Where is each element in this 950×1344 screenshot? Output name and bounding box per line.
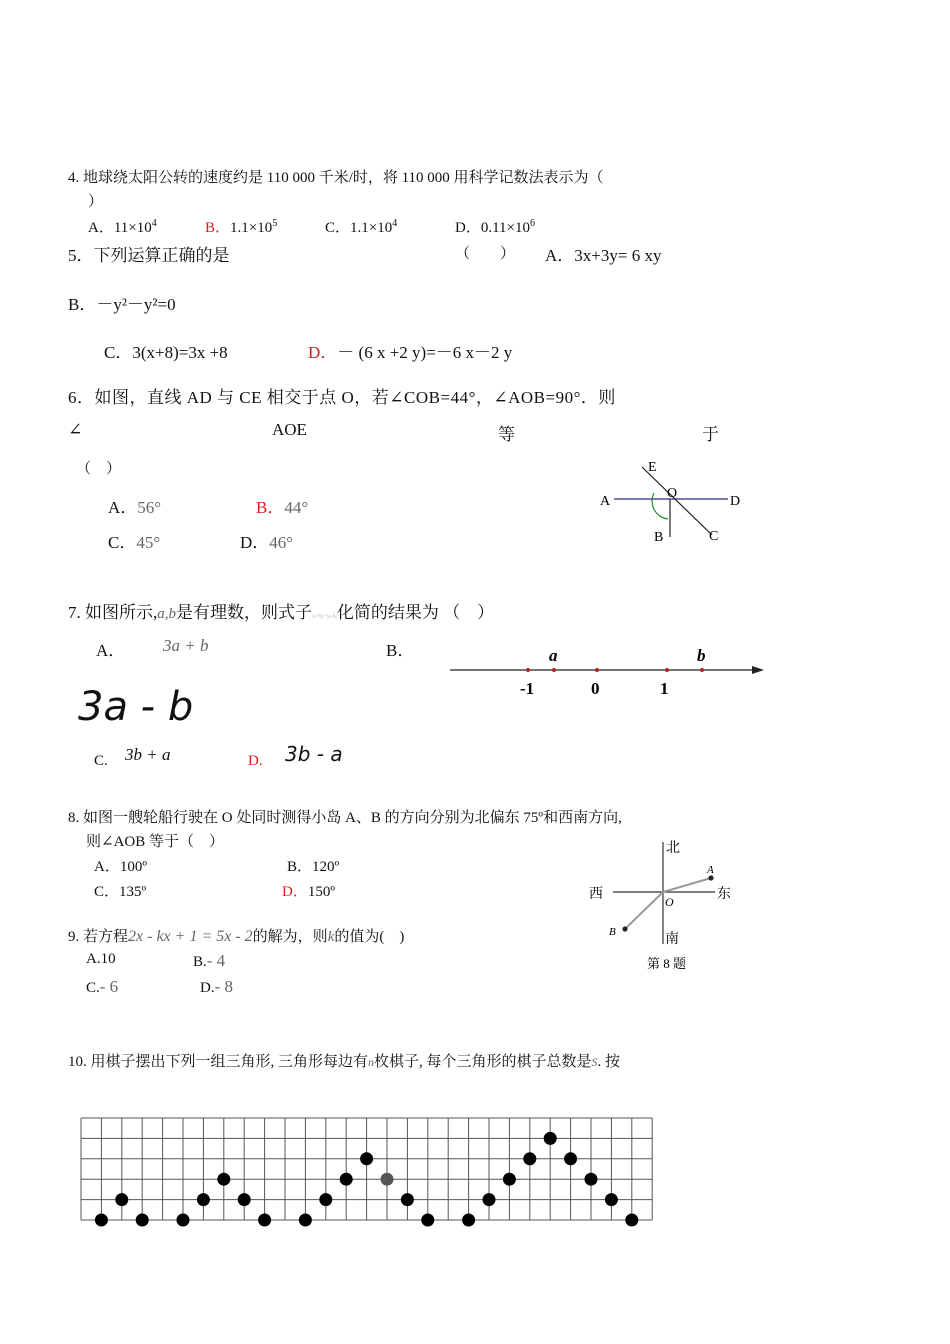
q5-stem: 5．下列运算正确的是: [68, 246, 230, 265]
q6-label-d: D: [730, 494, 741, 509]
q8-label-o: O: [665, 895, 674, 909]
chess-stone: [381, 1173, 394, 1186]
q6-label-a: A: [600, 494, 611, 509]
q4-b-label: B．: [205, 220, 231, 236]
q9-k: k: [327, 929, 335, 945]
q8-point-a: [708, 875, 713, 880]
q9-b-label: B.: [193, 954, 207, 970]
number-line-tick-1: 1: [660, 679, 669, 698]
q8-label-south: 南: [665, 932, 679, 947]
number-line-tick-neg1: -1: [520, 679, 535, 698]
chess-stone: [523, 1152, 536, 1165]
q8-line1: 8. 如图一艘轮船行驶在 O 处同时测得小岛 A、B 的方向分别为北偏东 75º和西南方向,: [68, 810, 622, 826]
chess-stone: [401, 1193, 414, 1206]
chess-stone: [319, 1193, 332, 1206]
q9-stem-a: 9. 若方程: [68, 929, 129, 945]
q7-stem-c: 化简的结果为 （ ）: [336, 603, 495, 622]
q8-figure: [585, 836, 745, 976]
q9-b-value: - 4: [206, 951, 226, 970]
q8-label-west: 西: [589, 887, 603, 902]
q6-option-b: [256, 493, 308, 518]
q4-a-exp: 4: [151, 218, 157, 229]
q6-c-label: C．: [108, 533, 137, 552]
q9-d-value: - 8: [214, 977, 234, 996]
q6-figure: [590, 455, 750, 550]
q5-option-a: A．3x+3y= 6 xy: [545, 246, 662, 265]
q9-stem-b: 的解为，则: [252, 929, 328, 945]
chess-stone: [115, 1193, 128, 1206]
chess-stone: [258, 1214, 271, 1227]
q4-d-label: D．: [455, 220, 481, 236]
chess-stone: [299, 1214, 312, 1227]
q8-label-north: 北: [666, 841, 680, 856]
q6-line2-yu: 于: [702, 425, 719, 444]
q8-ray-oa: [663, 878, 711, 892]
number-line-point-neg1: [526, 668, 530, 672]
q4-stem: 4. 地球绕太阳公转的速度约是 110 000 千米/时，将 110 000 用科学记数法表示为（: [68, 170, 604, 186]
q6-d-value: 46°: [269, 533, 294, 552]
q6-option-a: [108, 493, 161, 518]
chess-stone: [605, 1193, 618, 1206]
chess-stone: [238, 1193, 251, 1206]
q4-option-a: [88, 216, 157, 237]
q10-stem: [68, 1050, 620, 1071]
q4-option-b: [205, 216, 277, 237]
q7-option-a-label: A．: [96, 641, 126, 660]
q9-option-d: [200, 977, 233, 997]
number-line-point-0: [595, 668, 599, 672]
q8-ray-ob: [625, 892, 663, 929]
q4-a-label: A．: [88, 220, 114, 236]
q4-stem-end: ）: [88, 194, 104, 210]
q4-c-exp: 4: [392, 218, 398, 229]
q6-line1: 6．如图，直线 AD 与 CE 相交于点 O，若∠COB=44°，∠AOB=90°．则: [68, 388, 616, 407]
q4-b-value: 1.1×10: [230, 220, 273, 236]
chess-stone: [340, 1173, 353, 1186]
chess-stone: [625, 1214, 638, 1227]
q6-option-d: [240, 528, 293, 553]
q8-d-label: D．: [282, 884, 308, 900]
number-line-point-a: [552, 668, 556, 672]
q8-label-a: A: [707, 864, 714, 876]
q5-d-label: D．: [308, 343, 338, 362]
q6-angle-arc: [652, 493, 668, 519]
q10-s: S: [591, 1055, 598, 1069]
chess-stone: [136, 1214, 149, 1227]
chess-stone: [462, 1214, 475, 1227]
q5-option-c: C．3(x+8)=3x +8: [104, 343, 228, 362]
q8-option-b: B．120º: [287, 859, 340, 875]
q9-equation: 2x - kx + 1 = 5x - 2: [128, 928, 253, 945]
q4-b-exp: 5: [272, 218, 278, 229]
q6-option-c: [108, 528, 160, 553]
q7-expression: |a+b|+|a-b|: [312, 614, 337, 620]
number-line-tick-0: 0: [591, 679, 600, 698]
number-line-point-1: [665, 668, 669, 672]
q6-b-label: B．: [256, 498, 285, 517]
q7-number-line: [448, 640, 768, 702]
chess-stone: [483, 1193, 496, 1206]
q4-d-exp: 6: [530, 218, 535, 229]
q6-line2-aoe: AOE: [272, 420, 307, 439]
q7-option-d-value: 3b - a: [285, 742, 343, 766]
q9-c-value: - 6: [99, 977, 119, 996]
chess-stone: [217, 1173, 230, 1186]
q8-d-value: 150º: [307, 884, 335, 900]
q6-c-value: 45°: [136, 533, 161, 552]
q6-label-e: E: [648, 460, 657, 475]
q7-option-d-label: D.: [248, 753, 263, 769]
chess-stone: [585, 1173, 598, 1186]
q7-ab: a,b: [157, 606, 176, 622]
q10-stem-c: . 按: [597, 1054, 621, 1070]
chess-stone: [197, 1193, 210, 1206]
number-line-point-b: [700, 668, 704, 672]
q6-b-value: 44°: [284, 498, 309, 517]
q7-option-c-value: 3b + a: [125, 745, 171, 764]
q4-a-value: 11×10: [113, 220, 152, 236]
q9-option-b: [193, 951, 225, 971]
q7-stem-b: 是有理数，则式子: [176, 603, 312, 622]
q6-line2-angle: ∠: [68, 420, 83, 439]
q5-option-d: [308, 338, 512, 363]
q8-line2: 则∠AOB 等于（ ）: [86, 834, 224, 850]
q9-c-label: C.: [86, 980, 100, 996]
q6-label-c: C: [709, 529, 719, 544]
chess-stone: [544, 1132, 557, 1145]
q7-stem-a: 7. 如图所示,: [68, 603, 158, 622]
q8-option-c: C．135º: [94, 884, 147, 900]
q7-option-b-value: 3a - b: [78, 684, 194, 730]
q5-d-value: － (6 x +2 y)=－6 x－2 y: [337, 343, 513, 362]
q4-c-value: 1.1×10: [350, 220, 393, 236]
q9-stem: [68, 925, 404, 946]
q7-option-c-label: C.: [94, 753, 108, 769]
q4-c-label: C．: [325, 220, 351, 236]
number-line-label-b: b: [697, 646, 706, 665]
q7-stem: [68, 598, 494, 623]
q7-option-b-label: B．: [386, 641, 415, 660]
q8-option-d: [282, 880, 335, 901]
chess-stone: [95, 1214, 108, 1227]
q6-a-value: 56°: [137, 498, 162, 517]
q9-stem-c: 的值为( ): [334, 929, 405, 945]
q10-stem-a: 10. 用棋子摆出下列一组三角形, 三角形每边有: [68, 1054, 369, 1070]
q6-label-o: O: [667, 486, 678, 501]
q7-option-a-value: 3a + b: [163, 636, 209, 655]
q10-chess-grid-figure: [75, 1112, 655, 1227]
q6-paren: （ ）: [76, 461, 122, 477]
q6-line2-deng: 等: [498, 425, 515, 444]
number-line-label-a: a: [549, 646, 558, 665]
chess-stone: [503, 1173, 516, 1186]
q8-label-east: 东: [717, 887, 731, 902]
q9-d-label: D.: [200, 980, 215, 996]
q4-option-d: [455, 216, 535, 237]
chess-stone: [360, 1152, 373, 1165]
chess-stone: [564, 1152, 577, 1165]
q8-caption: 第 8 题: [647, 956, 687, 971]
q8-point-b: [622, 926, 627, 931]
q5-paren: （ ）: [455, 246, 516, 262]
q10-stem-b: 枚棋子, 每个三角形的棋子总数是: [374, 1054, 592, 1070]
q9-option-c: [86, 977, 118, 997]
q5-option-b: B．－y²－y²=0: [68, 295, 176, 314]
q8-option-a: A．100º: [94, 859, 147, 875]
chess-stone: [421, 1214, 434, 1227]
q4-d-value: 0.11×10: [480, 220, 530, 236]
chess-stone: [177, 1214, 190, 1227]
q9-option-a: A.10: [86, 951, 116, 967]
q4-option-c: [325, 216, 397, 237]
q6-d-label: D．: [240, 533, 270, 552]
number-line-arrow: [752, 666, 764, 674]
q10-n: n: [368, 1055, 375, 1069]
q8-label-b: B: [609, 926, 616, 938]
q6-a-label: A．: [108, 498, 138, 517]
q6-label-b: B: [654, 530, 664, 545]
